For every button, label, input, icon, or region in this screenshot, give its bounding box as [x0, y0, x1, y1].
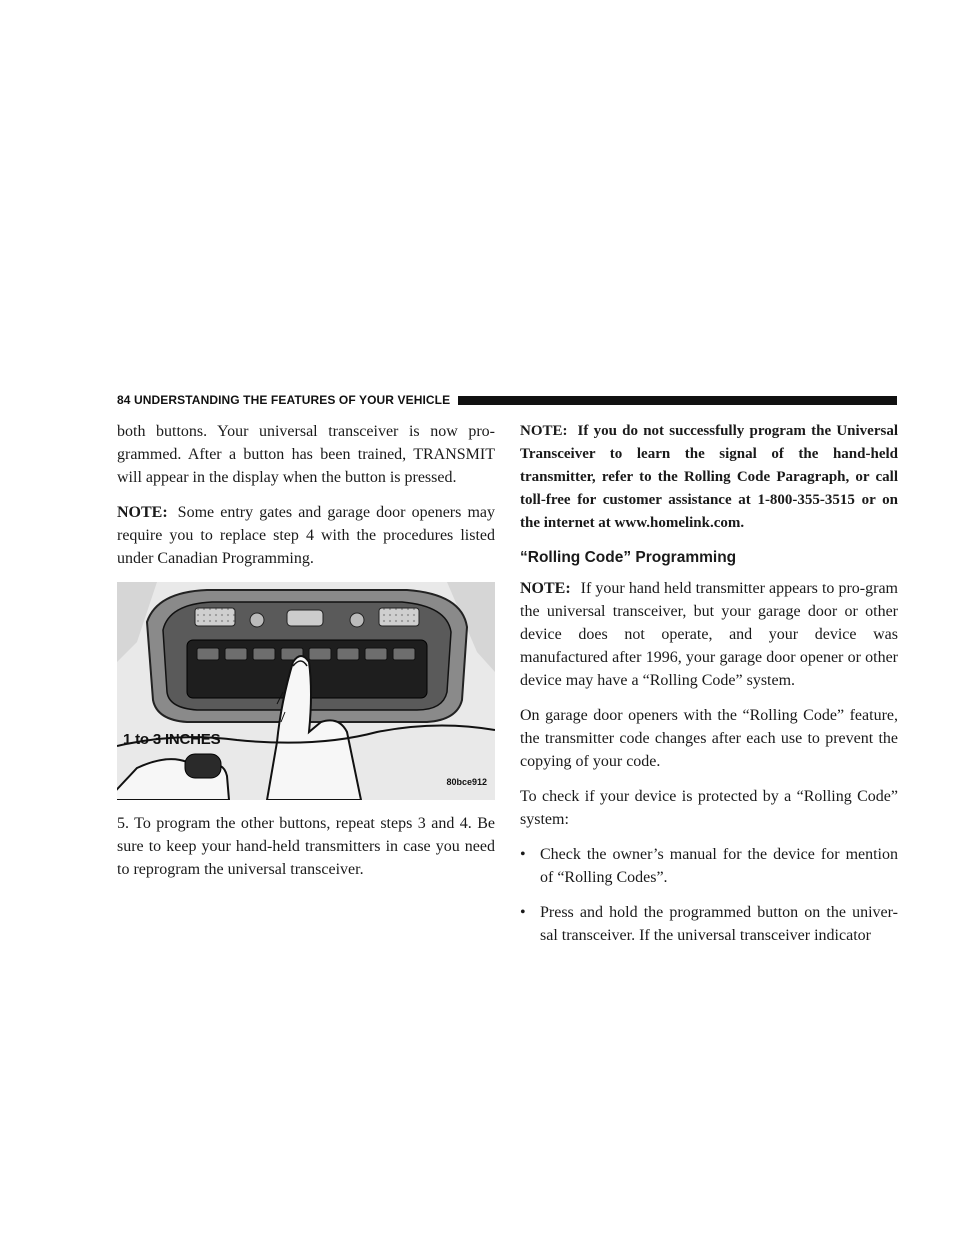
note-label: NOTE: — [520, 423, 568, 439]
list-item-text: Press and hold the programmed button on the univer-sal transceiver. If the universal transceiver indicator — [540, 904, 898, 944]
note-text: If you do not successfully program the Universal Transceiver to learn the signal of the hand-held transmitter, refer to the Rolling Code Paragraph, or call toll-free for customer assistance at 1-800-355-3515 or on the internet at www.homelink.com. — [520, 423, 898, 531]
section-heading-rolling-code: “Rolling Code” Programming — [520, 549, 737, 566]
bullet-glyph: • — [520, 846, 526, 863]
note-rolling-code — [520, 577, 898, 692]
distance-label: 1 to 3 INCHES — [123, 731, 221, 748]
note-text: If your hand held transmitter appears to pro-gram the universal transceiver, but your garage door or other device does not operate, and your device was manufactured after 1996, your garage door opener or other device may have a “Rolling Code” system. — [520, 580, 898, 689]
overhead-console-figure — [117, 582, 495, 800]
check-list — [520, 843, 898, 947]
note-text: Some entry gates and garage door openers may require you to replace step 4 with the procedures listed under Canadian Programming. — [117, 504, 495, 567]
page-header-text — [117, 393, 450, 407]
note-entry-gates — [117, 501, 495, 570]
bullet-glyph: • — [520, 904, 526, 921]
section-title: UNDERSTANDING THE FEATURES OF YOUR VEHICLE — [134, 393, 451, 407]
note-label: NOTE: — [117, 504, 168, 521]
list-item-text: Check the owner’s manual for the device for mention of “Rolling Codes”. — [540, 846, 898, 886]
list-item — [520, 843, 898, 889]
paragraph-step5: 5. To program the other buttons, repeat steps 3 and 4. Be sure to keep your hand-held transmitters in case you need to reprogram the universal transceiver. — [117, 815, 495, 878]
paragraph-rolling-feature: On garage door openers with the “Rolling Code” feature, the transmitter code changes after each use to prevent the copying of your code. — [520, 707, 898, 770]
overhead-console-illustration — [117, 582, 495, 800]
figure-code: 80bce912 — [446, 777, 487, 787]
note-label: NOTE: — [520, 580, 571, 597]
right-column — [520, 420, 898, 959]
list-item — [520, 901, 898, 947]
note-unsuccessful — [520, 420, 898, 535]
left-column — [117, 420, 495, 893]
header-rule — [458, 396, 897, 405]
paragraph-programmed: both buttons. Your universal transceiver is now pro-grammed. After a button has been trained, TRANSMIT will appear in the display when the button is pressed. — [117, 423, 495, 486]
page-number: 84 — [117, 393, 131, 407]
paragraph-check-device: To check if your device is protected by a “Rolling Code” system: — [520, 788, 898, 828]
page-header — [117, 391, 897, 409]
